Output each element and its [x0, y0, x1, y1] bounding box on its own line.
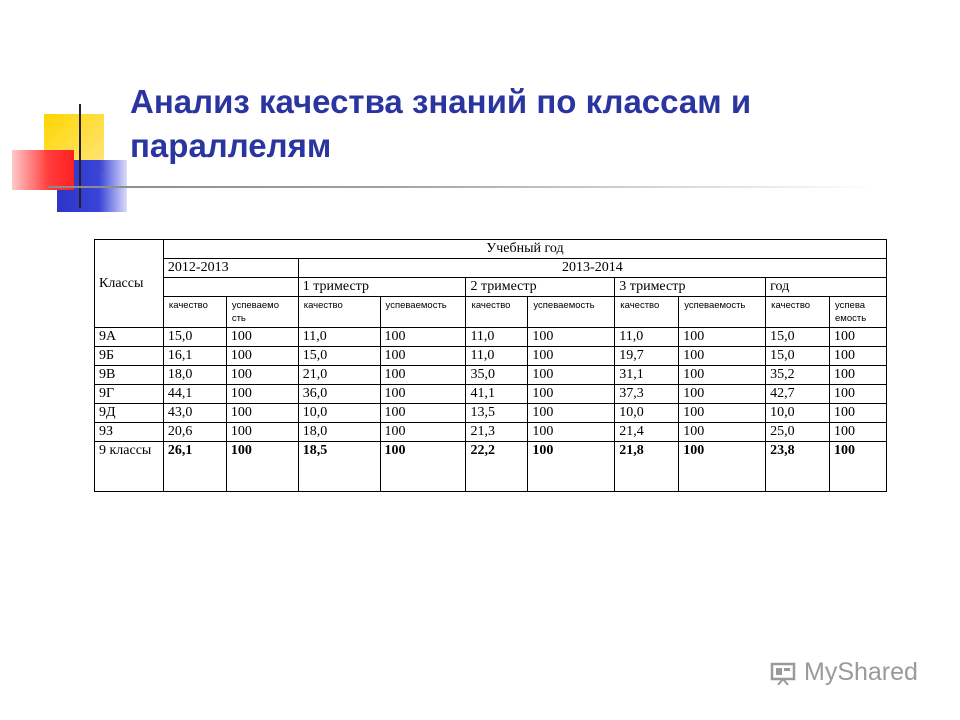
value-cell: 13,5 [466, 404, 528, 423]
header-period: 1 триместр [298, 278, 466, 297]
presentation-board-icon [770, 661, 796, 685]
value-cell: 100 [226, 347, 298, 366]
title-underline [48, 186, 878, 188]
table-row [95, 404, 887, 423]
value-cell: 100 [830, 347, 887, 366]
value-cell: 100 [830, 442, 887, 492]
class-cell: 9Г [95, 385, 164, 404]
value-cell: 16,1 [163, 347, 226, 366]
header-period: год [766, 278, 887, 297]
value-cell: 10,0 [766, 404, 830, 423]
subheader-cell: качество [466, 297, 528, 328]
value-cell: 26,1 [163, 442, 226, 492]
value-cell: 100 [528, 347, 615, 366]
value-cell: 21,3 [466, 423, 528, 442]
value-cell: 21,0 [298, 366, 380, 385]
value-cell: 15,0 [766, 347, 830, 366]
value-cell: 20,6 [163, 423, 226, 442]
value-cell: 100 [528, 328, 615, 347]
table-row [95, 423, 887, 442]
subheader-cell: качество [163, 297, 226, 328]
class-cell: 9А [95, 328, 164, 347]
value-cell: 44,1 [163, 385, 226, 404]
value-cell: 10,0 [615, 404, 679, 423]
grades-table [94, 239, 887, 492]
subheader-cell: успеваемость [679, 297, 766, 328]
value-cell: 100 [380, 328, 466, 347]
watermark [770, 658, 918, 687]
value-cell: 15,0 [163, 328, 226, 347]
slide-title: Анализ качества знаний по классам и параллелям [130, 83, 752, 164]
value-cell: 100 [380, 442, 466, 492]
value-cell: 100 [226, 385, 298, 404]
value-cell: 21,4 [615, 423, 679, 442]
table-row [95, 385, 887, 404]
value-cell: 100 [528, 404, 615, 423]
value-cell: 31,1 [615, 366, 679, 385]
watermark-text: MyShared [804, 658, 918, 686]
value-cell: 100 [380, 366, 466, 385]
value-cell: 100 [528, 423, 615, 442]
header-period: 2 триместр [466, 278, 615, 297]
value-cell: 11,0 [466, 347, 528, 366]
value-cell: 25,0 [766, 423, 830, 442]
value-cell: 100 [528, 366, 615, 385]
subheader-cell: качество [615, 297, 679, 328]
header-blank [163, 278, 298, 297]
value-cell: 100 [226, 423, 298, 442]
value-cell: 18,5 [298, 442, 380, 492]
value-cell: 35,0 [466, 366, 528, 385]
header-year-prev: 2012-2013 [163, 259, 298, 278]
value-cell: 100 [380, 404, 466, 423]
value-cell: 43,0 [163, 404, 226, 423]
value-cell: 100 [226, 328, 298, 347]
subheader-cell: качество [766, 297, 830, 328]
value-cell: 11,0 [466, 328, 528, 347]
value-cell: 41,1 [466, 385, 528, 404]
value-cell: 100 [830, 423, 887, 442]
value-cell: 11,0 [298, 328, 380, 347]
table-row [95, 347, 887, 366]
value-cell: 100 [226, 366, 298, 385]
header-classes: Классы [95, 240, 164, 328]
value-cell: 21,8 [615, 442, 679, 492]
value-cell: 100 [380, 423, 466, 442]
value-cell: 100 [679, 328, 766, 347]
value-cell: 15,0 [298, 347, 380, 366]
class-cell: 9Б [95, 347, 164, 366]
class-cell: 9Д [95, 404, 164, 423]
decor-red-square [12, 150, 74, 190]
value-cell: 36,0 [298, 385, 380, 404]
table-row-total [95, 442, 887, 492]
value-cell: 100 [380, 347, 466, 366]
value-cell: 100 [679, 385, 766, 404]
class-cell: 9З [95, 423, 164, 442]
value-cell: 100 [380, 385, 466, 404]
value-cell: 100 [830, 385, 887, 404]
subheader-cell: качество [298, 297, 380, 328]
value-cell: 100 [226, 442, 298, 492]
value-cell: 18,0 [298, 423, 380, 442]
subheader-cell: успеваемо сть [226, 297, 298, 328]
value-cell: 100 [830, 404, 887, 423]
value-cell: 15,0 [766, 328, 830, 347]
value-cell: 11,0 [615, 328, 679, 347]
value-cell: 10,0 [298, 404, 380, 423]
value-cell: 100 [528, 442, 615, 492]
value-cell: 22,2 [466, 442, 528, 492]
header-school-year: Учебный год [163, 240, 886, 259]
value-cell: 37,3 [615, 385, 679, 404]
value-cell: 100 [226, 404, 298, 423]
value-cell: 100 [679, 347, 766, 366]
class-cell: 9 классы [95, 442, 164, 492]
header-period: 3 триместр [615, 278, 766, 297]
value-cell: 23,8 [766, 442, 830, 492]
subheader-cell: успеваемость [528, 297, 615, 328]
value-cell: 100 [528, 385, 615, 404]
table-row [95, 328, 887, 347]
value-cell: 18,0 [163, 366, 226, 385]
value-cell: 35,2 [766, 366, 830, 385]
subheader-cell: успеваемость [380, 297, 466, 328]
value-cell: 100 [830, 328, 887, 347]
table-row [95, 366, 887, 385]
value-cell: 100 [679, 366, 766, 385]
decor-vertical-line [79, 104, 81, 208]
value-cell: 19,7 [615, 347, 679, 366]
class-cell: 9В [95, 366, 164, 385]
value-cell: 100 [679, 423, 766, 442]
value-cell: 42,7 [766, 385, 830, 404]
subheader-cell: успева емость [830, 297, 887, 328]
value-cell: 100 [830, 366, 887, 385]
value-cell: 100 [679, 404, 766, 423]
header-year-curr: 2013-2014 [298, 259, 886, 278]
value-cell: 100 [679, 442, 766, 492]
